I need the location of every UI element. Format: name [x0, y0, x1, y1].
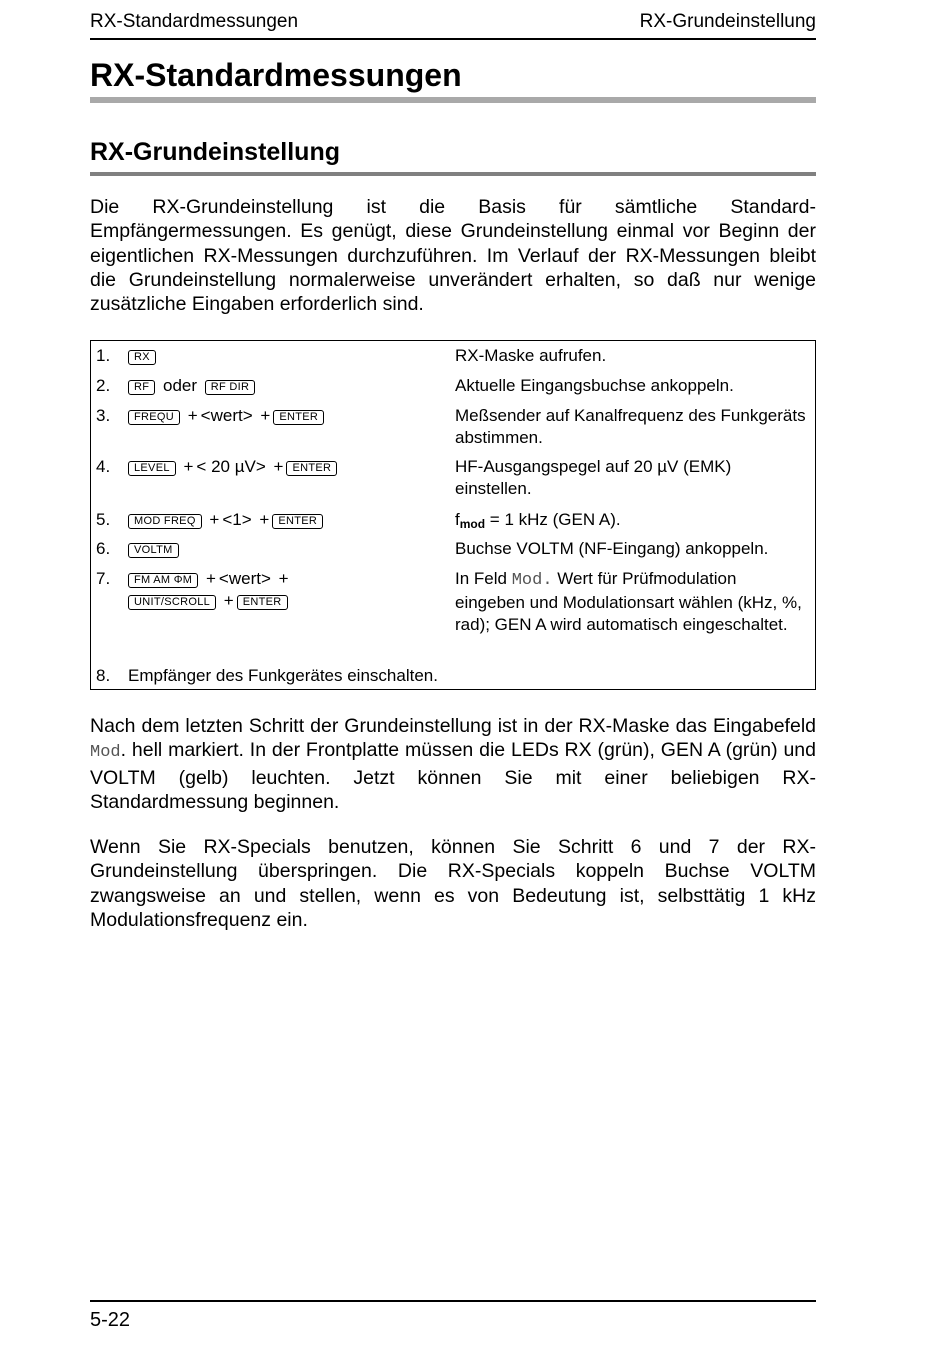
section-rule — [90, 172, 816, 176]
step-description — [455, 509, 811, 535]
mod-field-name: Mod — [90, 743, 121, 763]
step-description: Aktuelle Eingangsbuchse ankoppeln. — [455, 376, 734, 395]
step-keys — [128, 345, 448, 367]
step-number: 2. — [96, 376, 111, 395]
step-argument: <wert> — [218, 569, 271, 588]
voltm-key: VOLTM — [128, 543, 179, 558]
step-argument: <1> — [222, 510, 252, 529]
step-keys — [128, 509, 448, 531]
level-key: LEVEL — [128, 461, 176, 476]
step-keys — [128, 538, 448, 560]
footer-rule — [90, 1300, 816, 1302]
enter-key: ENTER — [272, 514, 323, 529]
step-number: 4. — [96, 457, 111, 476]
enter-key: ENTER — [286, 461, 337, 476]
running-header-left: RX-Standardmessungen — [90, 11, 299, 32]
result-text-end: . hell markiert. In der Frontplatte müssen die LEDs RX (grün), GEN A (grün) und VOLTM (gelb) leuchten. Jetzt können Sie mit einer beliebigen RX-Standardmessung beginnen. — [90, 739, 816, 813]
step-number: 1. — [96, 346, 111, 365]
running-header-right: RX-Grundeinstellung — [639, 11, 816, 32]
chapter-title: RX-Standardmessungen — [90, 57, 462, 93]
title-rule — [90, 97, 816, 103]
step-number: 5. — [96, 510, 111, 529]
enter-key: ENTER — [237, 595, 288, 610]
step-description-text: Wert für Prüfmodulation eingeben und Modulationsart wählen (kHz, %, rad); GEN A wird automatisch eingeschaltet. — [455, 569, 802, 634]
step-number: 8. — [96, 666, 111, 685]
plus-sign: + — [278, 569, 289, 588]
step-keys — [128, 568, 448, 612]
plus-sign: + — [259, 510, 270, 529]
frequ-key: FREQU — [128, 410, 180, 425]
step-argument: < 20 µV> — [196, 457, 266, 476]
step-number: 3. — [96, 406, 111, 425]
step-description-prefix: In Feld — [455, 569, 507, 588]
step-description: RX-Maske aufrufen. — [455, 346, 607, 365]
step-keys — [128, 456, 448, 478]
unit-scroll-key: UNIT/SCROLL — [128, 595, 216, 610]
step-description: HF-Ausgangspegel auf 20 µV (EMK) einstellen. — [455, 457, 732, 498]
plus-sign: + — [209, 510, 220, 529]
plus-sign: + — [205, 569, 216, 588]
enter-key: ENTER — [273, 410, 324, 425]
plus-sign: + — [273, 457, 284, 476]
rx-key: RX — [128, 350, 156, 365]
step-connector: oder — [163, 376, 198, 395]
step-keys — [128, 375, 448, 397]
mod-field-name: Mod. — [511, 571, 553, 590]
steps-box — [90, 340, 816, 690]
result-paragraph — [90, 714, 816, 814]
step-description: Buchse VOLTM (NF-Eingang) ankoppeln. — [455, 539, 769, 558]
step-number: 6. — [96, 539, 111, 558]
rf-dir-key: RF DIR — [205, 380, 255, 395]
rf-key: RF — [128, 380, 155, 395]
running-header — [90, 10, 816, 40]
step-description: Meßsender auf Kanalfrequenz des Funkgeräts abstimmen. — [455, 406, 806, 447]
plus-sign: + — [187, 406, 198, 425]
step-text: Empfänger des Funkgerätes einschalten. — [128, 666, 438, 685]
intro-paragraph: Die RX-Grundeinstellung ist die Basis für sämtliche Standard-Empfängermessungen. Es genügt, diese Grundeinstellung einmal vor Beginn der eigentlichen RX-Messungen durchzuführen. Im Verlauf der RX-Messungen bleibt die Grundeinstellung normalerweise unverändert erhalten, so daß nur wenige zusätzliche Eingaben erforderlich sind. — [90, 196, 816, 316]
plus-sign: + — [183, 457, 194, 476]
fmod-symbol: f — [455, 510, 460, 529]
fm-am-phim-key: FM AM ΦM — [128, 573, 198, 588]
fmod-subscript: mod — [459, 517, 486, 531]
step-keys — [128, 405, 448, 427]
plus-sign: + — [260, 406, 271, 425]
result-text-start: Nach dem letzten Schritt der Grundeinstellung ist in der RX-Maske das Eingabefeld — [90, 715, 816, 737]
step-description-text: = 1 kHz (GEN A). — [485, 510, 621, 529]
step-number: 7. — [96, 569, 111, 588]
mod-freq-key: MOD FREQ — [128, 514, 202, 529]
step-argument: <wert> — [200, 406, 253, 425]
specials-paragraph: Wenn Sie RX-Specials benutzen, können Sie Schritt 6 und 7 der RX-Grundeinstellung überspringen. Die RX-Specials koppeln Buchse VOLTM zwangsweise an und stellen, wenn es von Bedeutung ist, selbsttätig 1 kHz Modulationsfrequenz ein. — [90, 836, 816, 931]
step-description — [455, 568, 811, 636]
plus-sign: + — [223, 591, 234, 610]
section-title: RX-Grundeinstellung — [90, 138, 340, 166]
page-number: 5-22 — [90, 1309, 131, 1331]
